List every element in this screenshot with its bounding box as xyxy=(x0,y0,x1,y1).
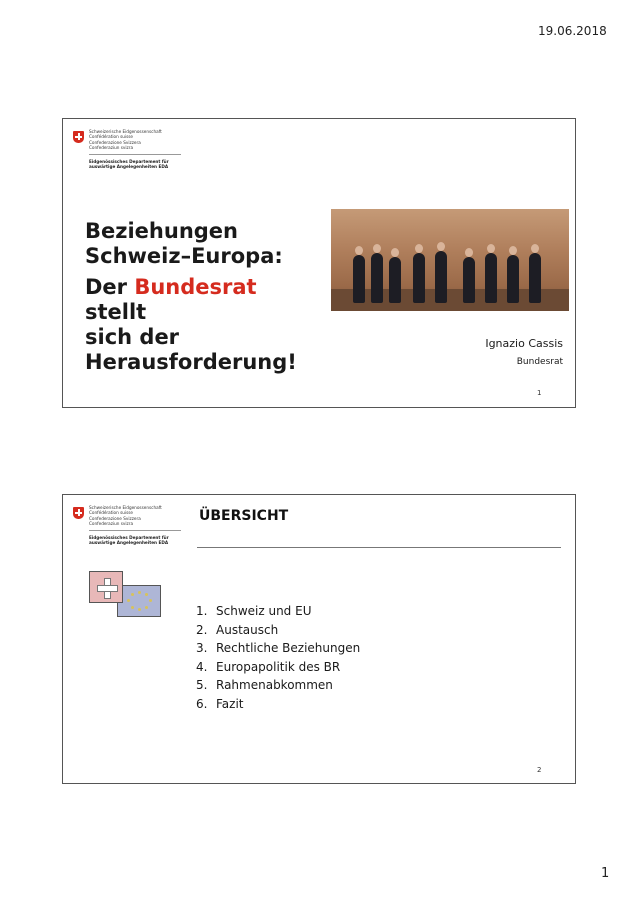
logo-dept-line: Eidgenössisches Departement für xyxy=(89,535,169,540)
print-date: 19.06.2018 xyxy=(538,24,607,38)
subtitle-text: stellt xyxy=(85,300,147,324)
slide-1 xyxy=(62,118,576,408)
person-figure xyxy=(529,253,541,303)
person-figure xyxy=(435,251,447,303)
person-figure xyxy=(353,255,365,303)
person-figure xyxy=(463,257,475,303)
logo-line: Confederazione Svizzera xyxy=(89,139,141,145)
federal-council-photo xyxy=(331,209,569,311)
list-item: 6. Fazit xyxy=(196,696,244,711)
federal-logo xyxy=(73,505,183,565)
speaker-role: Bundesrat xyxy=(516,357,563,367)
logo-divider xyxy=(89,154,181,155)
logo-divider xyxy=(89,530,181,531)
title-line: Schweiz–Europa: xyxy=(85,244,283,268)
person-figure xyxy=(413,253,425,303)
person-figure xyxy=(507,255,519,303)
logo-department xyxy=(89,535,169,546)
logo-line: Confédération suisse xyxy=(89,510,134,516)
person-figure xyxy=(485,253,497,303)
subtitle-text: Der xyxy=(85,275,135,299)
title-line: Beziehungen xyxy=(85,219,238,243)
page-number: 1 xyxy=(601,866,610,881)
speaker-name: Ignazio Cassis xyxy=(485,337,563,350)
logo-department xyxy=(89,159,169,170)
list-item: 1. Schweiz und EU xyxy=(196,604,312,618)
slide-number: 2 xyxy=(537,766,542,774)
logo-line: Schweizerische Eidgenossenschaft xyxy=(89,505,162,510)
swiss-flag-icon xyxy=(89,571,123,603)
logo-line: Confederaziun svizra xyxy=(89,521,134,527)
subtitle-text: sich der xyxy=(85,325,180,349)
person-figure xyxy=(371,253,383,303)
list-item: 5. Rahmenabkommen xyxy=(196,678,333,693)
logo-line: Confederazione Svizzera xyxy=(89,515,141,521)
title-divider xyxy=(197,547,561,548)
logo-line: Schweizerische Eidgenossenschaft xyxy=(89,129,162,134)
logo-dept-line: Eidgenössisches Departement für xyxy=(89,159,169,164)
logo-dept-line: auswärtige Angelegenheiten EDA xyxy=(89,540,169,546)
subtitle-text: Herausforderung! xyxy=(85,350,297,374)
logo-line: Confederaziun svizra xyxy=(89,145,134,151)
logo-text xyxy=(89,505,162,527)
federal-logo xyxy=(73,129,183,189)
list-item: 4. Europapolitik des BR xyxy=(196,659,341,674)
logo-line: Confédération suisse xyxy=(89,134,134,140)
swiss-cross-icon xyxy=(73,507,84,519)
slide-title xyxy=(85,219,315,381)
list-item: 2. Austausch xyxy=(196,622,279,637)
logo-text xyxy=(89,129,162,151)
person-figure xyxy=(389,257,401,303)
swiss-cross-icon xyxy=(73,131,84,143)
agenda-list xyxy=(196,602,360,714)
overview-title: ÜBERSICHT xyxy=(199,508,289,524)
eu-flag-icon xyxy=(117,585,161,617)
list-item: 3. Rechtliche Beziehungen xyxy=(196,641,361,656)
slide-number: 1 xyxy=(537,389,542,397)
switzerland-eu-flags-icon xyxy=(89,571,165,617)
logo-dept-line: auswärtige Angelegenheiten EDA xyxy=(89,164,169,170)
subtitle-accent: Bundesrat xyxy=(134,275,257,299)
slide-2 xyxy=(62,494,576,784)
